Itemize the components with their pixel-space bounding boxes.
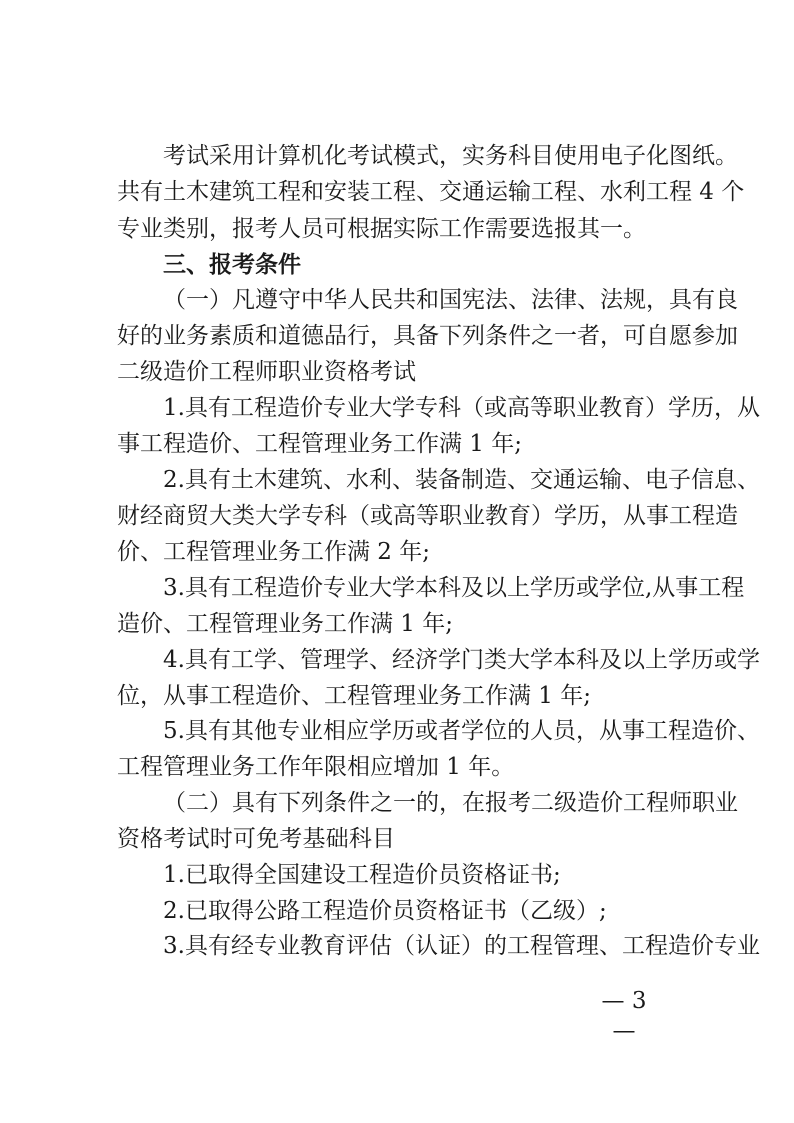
text-line: 造价、工程管理业务工作满 1 年; xyxy=(117,611,454,637)
section-heading: 三、报考条件 xyxy=(163,252,301,278)
text-line: 4.具有工学、管理学、经济学门类大学本科及以上学历或学 xyxy=(163,647,760,673)
text-line: 1.具有工程造价专业大学专科（或高等职业教育）学历，从 xyxy=(163,395,760,421)
text-line: 专业类别，报考人员可根据实际工作需要选报其一。 xyxy=(117,216,646,242)
text-line: 位，从事工程造价、工程管理业务工作满 1 年; xyxy=(117,683,592,709)
text-line: 工程管理业务工作年限相应增加 1 年。 xyxy=(117,754,515,780)
text-line: （二）具有下列条件之一的，在报考二级造价工程师职业 xyxy=(163,790,738,816)
text-line: 5.具有其他专业相应学历或者学位的人员，从事工程造价、 xyxy=(163,718,760,744)
text-line: 1.已取得全国建设工程造价员资格证书; xyxy=(163,862,561,888)
text-line: 事工程造价、工程管理业务工作满 1 年; xyxy=(117,431,523,457)
text-line: 3.具有工程造价专业大学本科及以上学历或学位,从事工程 xyxy=(163,575,745,601)
text-line: 价、工程管理业务工作满 2 年; xyxy=(117,539,431,565)
page-number: — 3 — xyxy=(601,988,647,1044)
text-line: 二级造价工程师职业资格考试 xyxy=(117,359,416,385)
text-line: 财经商贸大类大学专科（或高等职业教育）学历，从事工程造 xyxy=(117,503,738,529)
text-line: 考试采用计算机化考试模式，实务科目使用电子化图纸。 xyxy=(163,143,738,169)
text-line: （一）凡遵守中华人民共和国宪法、法律、法规，具有良 xyxy=(163,287,738,313)
text-line: 3.具有经专业教育评估（认证）的工程管理、工程造价专业 xyxy=(163,933,760,959)
text-line: 资格考试时可免考基础科目 xyxy=(117,826,395,852)
text-line: 共有土木建筑工程和安装工程、交通运输工程、水利工程 4 个 xyxy=(117,179,745,205)
text-line: 好的业务素质和道德品行，具备下列条件之一者，可自愿参加 xyxy=(117,323,738,349)
text-line: 2.具有土木建筑、水利、装备制造、交通运输、电子信息、 xyxy=(163,467,760,493)
text-line: 2.已取得公路工程造价员资格证书（乙级）; xyxy=(163,898,607,924)
